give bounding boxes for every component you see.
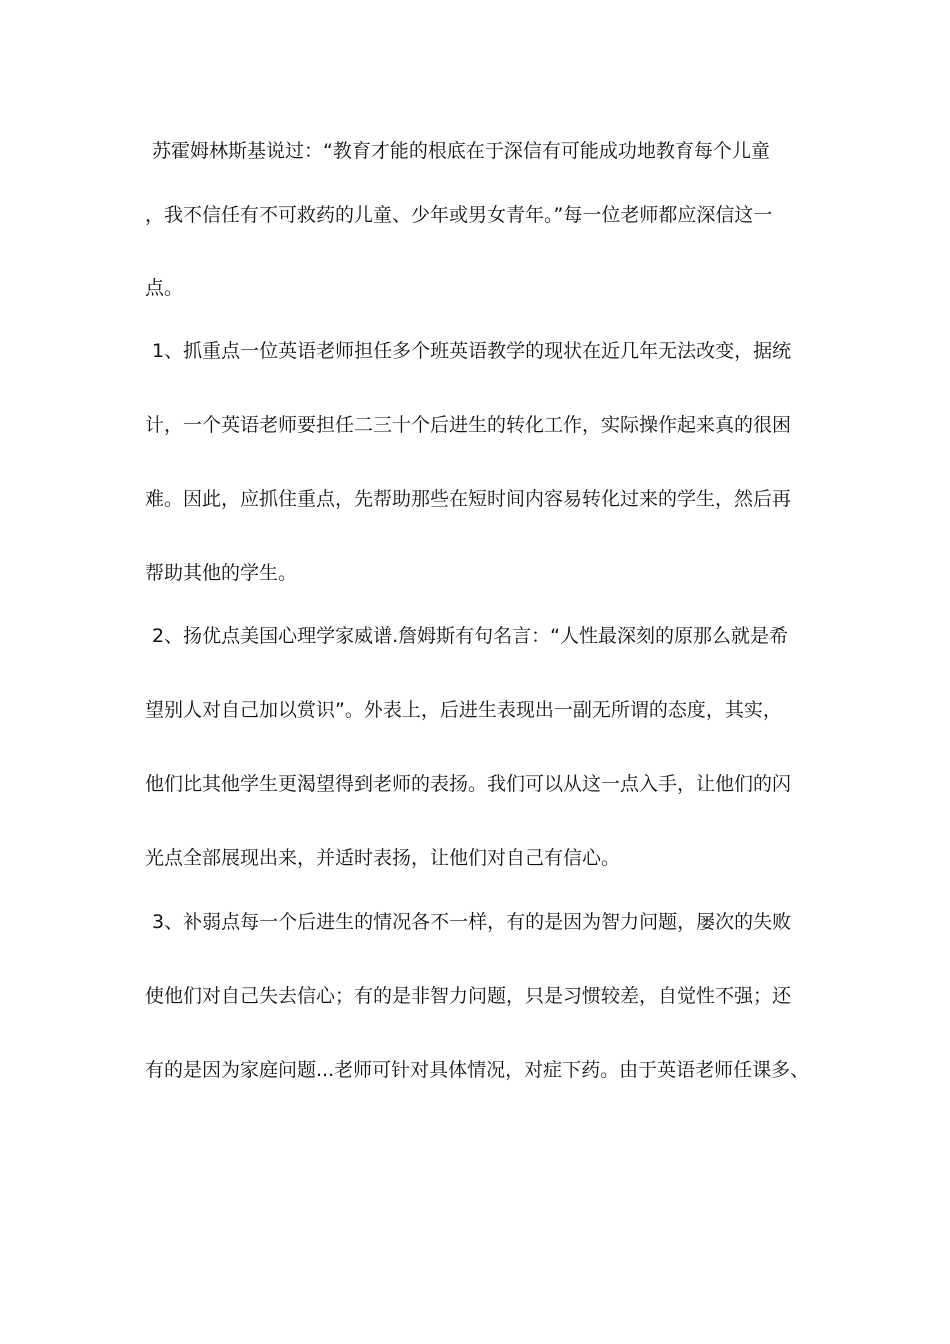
text-line: 有的是因为家庭问题...老师可针对具体情况，对症下药。由于英语老师任课多、	[145, 1059, 810, 1081]
text-line: 难。因此，应抓住重点，先帮助那些在短时间内容易转化过来的学生，然后再	[145, 488, 792, 510]
text-line: 望别人对自己加以赏识”。外表上，后进生表现出一副无所谓的态度，其实，	[145, 699, 782, 721]
text-line: 帮助其他的学生。	[145, 562, 298, 584]
text-line: ，我不信任有不可救药的儿童、少年或男女青年。”每一位老师都应深信这一	[145, 204, 773, 226]
text-line: 计，一个英语老师要担任二三十个后进生的转化工作，实际操作起来真的很困	[145, 414, 792, 436]
text-line: 1、抓重点一位英语老师担任多个班英语教学的现状在近几年无法改变，据统	[152, 340, 792, 362]
text-line: 光点全部展现出来，并适时表扬，让他们对自己有信心。	[145, 847, 621, 869]
text-line: 苏霍姆林斯基说过：“教育才能的根底在于深信有可能成功地教育每个儿童	[152, 140, 770, 162]
text-line: 他们比其他学生更渴望得到老师的表扬。我们可以从这一点入手，让他们的闪	[145, 773, 792, 795]
text-line: 3、补弱点每一个后进生的情况各不一样，有的是因为智力问题，屡次的失败	[152, 911, 792, 933]
text-line: 使他们对自己失去信心；有的是非智力问题，只是习惯较差，自觉性不强；还	[145, 985, 792, 1007]
text-line: 2、扬优点美国心理学家威谱.詹姆斯有句名言：“人性最深刻的原那么就是希	[152, 625, 788, 647]
text-line: 点。	[145, 277, 184, 299]
